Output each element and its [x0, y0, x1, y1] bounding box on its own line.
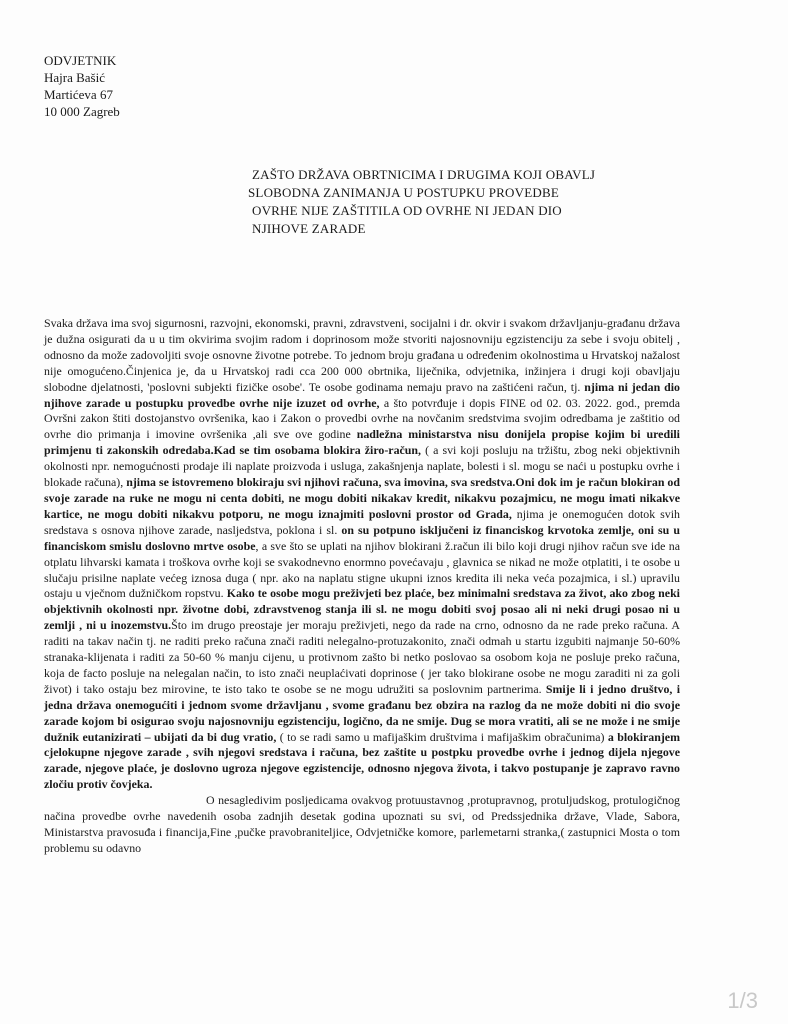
document-body: [44, 316, 680, 857]
sender-street: Martićeva 67: [44, 87, 113, 102]
body-text: njima je onemogućen dotok svih sredstava s osnova njihove zarade, nasljedstva, poklona i sl.: [44, 506, 680, 537]
title-line: OVRHE NIJE ZAŠTITILA OD OVRHE NI JEDAN DIO: [252, 203, 562, 218]
body-text: , a sve što se uplati na njihov blokirani ž.račun ili bilo koji drugi njihov račun sve ide na otplatu lihvarski kamata i troškova ovrhe koji se svakodnevno enormno povećavaju , glavnica se nikad ne može otplatiti, i te osobe u slučaju prisilne naplate većeg iznosa duga ( npr. ako na naplatu stigne ukupni iznos kredita ili neka veća pozajmica, i sl.) upravilu ostaju u vječnom dužničkom ropstvu.: [44, 538, 680, 601]
body-text-bold: Smije li i jedno društvo, i jedna država onemogućiti i jednom svome državljanu , svome građanu bez obzira na razlog da ne može dobiti ni dio svoje zarade kojom bi osigurao svoju najosnovniju egzistenciju, logično, da ne smije. Dug se mora vratiti, ali se ne može i ne smije dužnik eutanizirati – ubijati da bi dug vratio,: [44, 681, 680, 744]
body-text-bold: nadležna ministarstva nisu donijela propise kojim bi uredili primjenu ti zakonskih odredaba.Kad se tim osobama blokira žiro-račun,: [44, 427, 680, 458]
body-text-bold: on su potpuno isključeni iz financiskog krvotoka zemlje, oni su u financiskom smislu doslovno mrtve osobe: [44, 522, 680, 553]
title-line: ZAŠTO DRŽAVA OBRTNICIMA I DRUGIMA KOJI OBAVLJ: [252, 167, 596, 182]
page-number-indicator: 1/3: [727, 988, 758, 1013]
body-text: ( a svi koji posluju na tržištu, zbog neki objektivnih okolnosti npr. nemogućnosti prodaje ili naplate proizvoda i usluga, zakašnjenja naplate, bolesti i sl. mogu se naći u postupku ovrhe i blokade računa),: [44, 443, 681, 490]
title-line: NJIHOVE ZARADE: [252, 221, 366, 236]
body-text: Što im drugo preostaje jer moraju preživjeti, nego da rade na crno, odnosno da ne rade preko računa. A raditi na takav način tj. ne raditi preko računa znači raditi nelegalno-protuzakonito, znači odmah u startu izgubiti najmanje 50-60% stranaka-klijenata i raditi za 50-60 % manju cijenu, u protivnom zašto bi netko poslovao sa osobom koja ne posluje preko računa, koja de facto posluje na nelegalan način, to isto znači neuplaćivati doprinose ( jer tako blokirane osobe ne mogu zaraditi ni za goli život) i tako ostaju bez mirovine, te isto tako te osobe se ne mogu udružiti sa poslovnim partnerima.: [44, 618, 680, 696]
body-text: ( to se radi samo u mafijaškim društvima i mafijaškim obračunima): [276, 729, 608, 744]
sender-name: Hajra Bašić: [44, 70, 106, 85]
body-paragraph: [44, 316, 680, 793]
body-paragraph: O nesagledivim posljedicama ovakvog protuustavnog ,protupravnog, protuljudskog, protulogičnog načina provedbe ovrhe navedenih osoba zadnjih desetak godina upoznati su svi, od Predssjednika države, Vlade, Sabora, Ministarstva pravosuđa i financija,Fine ,pučke pravobraniteljice, Odvjetničke komore, parlemetarni stranka,( zastupnici Mosta o tom problemu su odavno: [44, 793, 680, 855]
document-title: [248, 166, 672, 238]
body-text-bold: njima ni jedan dio njihove zarade u postupku provedbe ovrhe nije izuzet od ovrhe,: [44, 379, 680, 410]
body-text-bold: a blokiranjem cjelokupne njegove zarade , svih njegovi sredstava i računa, bez zaštite u postpku provedbe ovrhe i jednog dijela njegove zarade, njegove plaće, je doslovno ugroza njegove egzistencije, odnosno njegova života, i takvo postupanje je zapravo ravno zločiu protiv čovjeka.: [44, 729, 680, 792]
title-line: SLOBODNA ZANIMANJA U POSTUPKU PROVEDBE: [248, 185, 559, 200]
body-text-bold: Kako te osobe mogu preživjeti bez plaće, bez minimalni sredstava za život, ako zbog neki objektivnih okolnosti npr. životne dobi, zdravstvenog stanja ili sl. ne mogu dobiti svoj posao ali ni neki drugi posao ni u zemlji , ni u inozemstvu.: [44, 586, 680, 633]
sender-title: ODVJETNIK: [44, 53, 117, 68]
sender-city: 10 000 Zagreb: [44, 104, 120, 119]
body-text-bold: njima se istovremeno blokiraju svi njihovi računa, sva imovina, sva sredstva.Oni dok im je račun blokiran od svoje zarade na ruke ne mogu ni centa dobiti, ne mogu dobiti nikakav kredit, nikakvu pozajmicu, ne mogu imati nikakve kartice, ne mogu dobiti nikakvu potporu, ne mogu iznajmiti poslovni prostor od Grada,: [44, 475, 680, 521]
sender-address-block: [44, 52, 120, 120]
body-text: Svaka država ima svoj sigurnosni, razvojni, ekonomski, pravni, zdravstveni, socijalni i dr. okvir i svakom državljanju-građanu država je dužna osigurati da u u tim okvirima svojim radom i doprinosom može stvoriti najosnovniju egzistenciju za sebe i svoju obitelj , odnosno da može zadovoljiti svoje osnovne životne potrebe. To jednom broju građana u određenim okolnostima u Hrvatskoj nažalost nije omogućeno.Činjenica je, da u Hrvatskoj radi cca 200 000 obrtnika, liječnika, odvjetnika, inžinjera i drugi koji obavljaju slobodne djelatnosti, 'poslovni subjekti fizičke osobe'. Te osobe godinama nemaju pravo na zaštićeni račun, tj.: [44, 316, 680, 394]
body-text: a što potvrđuje i dopis FINE od 02. 03. 2022. god., premda Ovršni zakon štiti dostojanstvo ovršenika, kao i Zakon o provedbi ovrhe na novčanim sredstvima svojim odredbama je zaštitio od ovrhe dio primanja i imovine ovršenika ,ali sve ove godine: [44, 395, 680, 442]
